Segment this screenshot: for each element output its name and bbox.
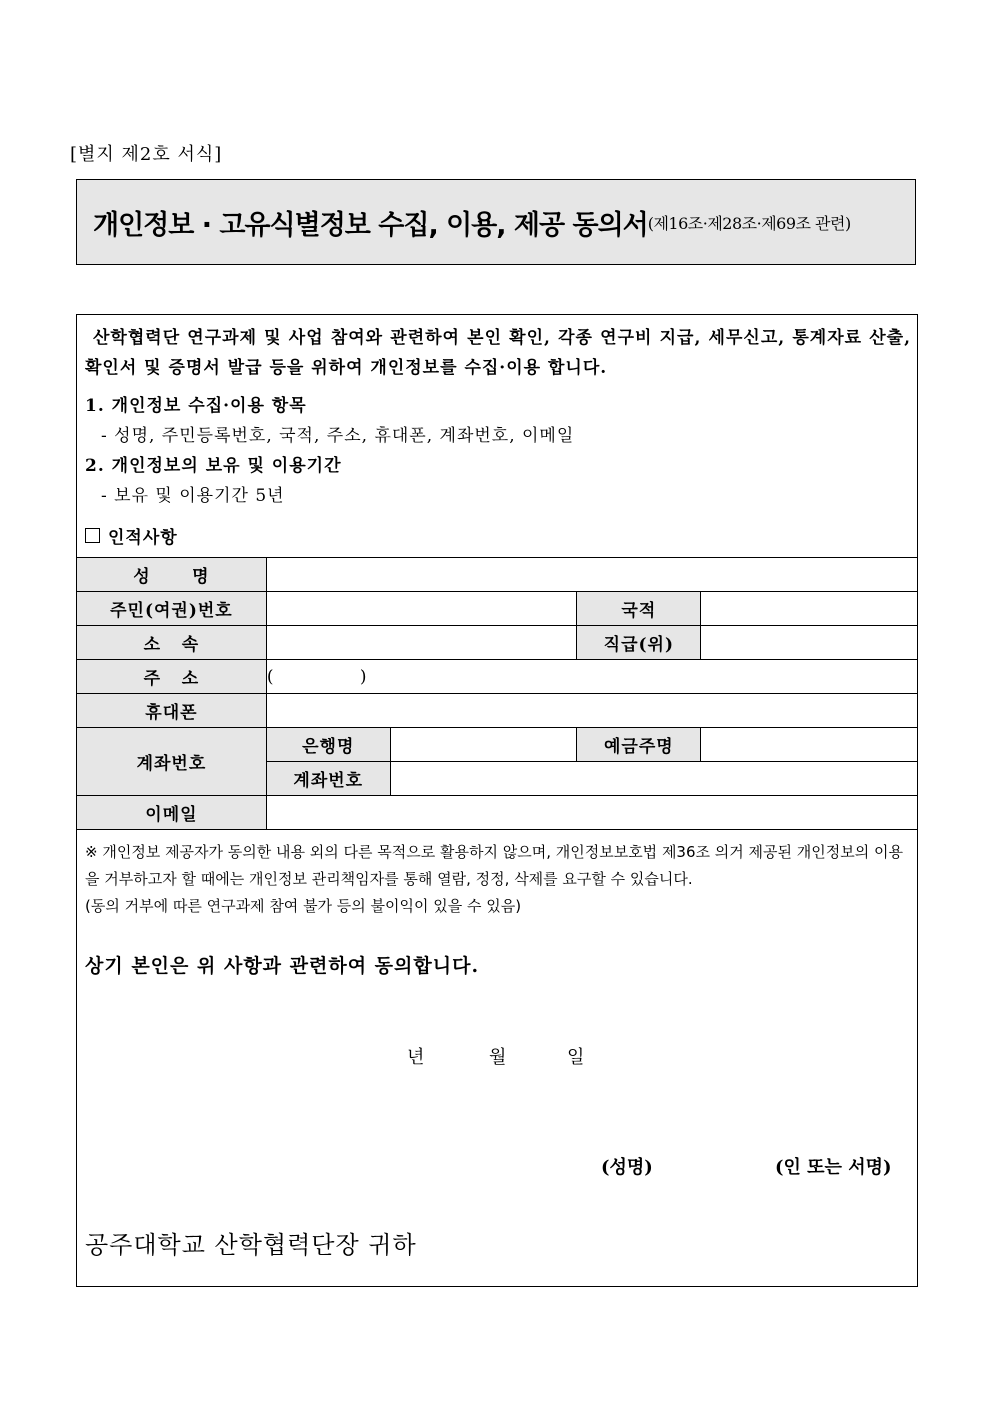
- affiliation-field[interactable]: [266, 626, 577, 660]
- form-number-label: [별지 제2호 서식]: [70, 144, 223, 165]
- personal-info-table: [76, 557, 918, 830]
- name-field[interactable]: [266, 558, 917, 592]
- account-number-field[interactable]: [390, 762, 917, 796]
- section-1-heading: 1. 개인정보 수집·이용 항목: [85, 396, 307, 416]
- table-row: [77, 660, 918, 694]
- mobile-label: 휴대폰: [77, 694, 267, 728]
- notice-note: (동의 거부에 따른 연구과제 참여 불가 등의 불이익이 있을 수 있음): [85, 897, 522, 915]
- table-row: [77, 558, 918, 592]
- addressee: 공주대학교 산학협력단장 귀하: [85, 1231, 417, 1259]
- section-2-item: - 보유 및 이용기간 5년: [101, 486, 285, 506]
- postal-code-parens: ( ): [266, 666, 367, 687]
- mobile-field[interactable]: [266, 694, 917, 728]
- account-holder-label: 예금주명: [577, 728, 701, 762]
- section-1-item: - 성명, 주민등록번호, 국적, 주소, 휴대폰, 계좌번호, 이메일: [101, 426, 575, 446]
- table-row: [77, 728, 918, 762]
- table-row: [77, 694, 918, 728]
- title-box: [76, 179, 916, 265]
- page-title: 개인정보 · 고유식별정보 수집, 이용, 제공 동의서: [93, 209, 648, 241]
- nationality-field[interactable]: [701, 592, 918, 626]
- email-field[interactable]: [266, 796, 917, 830]
- notice-block: [85, 839, 911, 920]
- page-subtitle: (제16조·제28조·제69조 관련): [647, 213, 851, 233]
- account-holder-field[interactable]: [701, 728, 918, 762]
- bank-name-field[interactable]: [390, 728, 577, 762]
- nationality-label: 국적: [577, 592, 701, 626]
- email-label: 이메일: [77, 796, 267, 830]
- intro-text: 산학협력단 연구과제 및 사업 참여와 관련하여 본인 확인, 각종 연구비 지급, 세무신고, 통계자료 산출, 확인서 및 증명서 발급 등을 위하여 개인정보를 수집·이용 합니다.: [85, 328, 911, 378]
- consent-form-body: [76, 314, 918, 1287]
- date-year-label: 년: [407, 1047, 425, 1068]
- date-month-label: 월: [489, 1047, 507, 1068]
- checkbox-icon[interactable]: [85, 528, 100, 543]
- table-row: [77, 626, 918, 660]
- name-label: 성 명: [77, 558, 267, 592]
- personal-info-label: 인적사항: [108, 528, 178, 548]
- signature-seal-label: (인 또는 서명): [775, 1157, 892, 1178]
- account-number-label: 계좌번호: [266, 762, 390, 796]
- affiliation-label: 소 속: [77, 626, 267, 660]
- position-field[interactable]: [701, 626, 918, 660]
- signature-name-label: (성명): [601, 1157, 653, 1178]
- address-field[interactable]: [266, 660, 917, 694]
- bank-name-label: 은행명: [266, 728, 390, 762]
- date-day-label: 일: [567, 1047, 585, 1068]
- personal-info-heading: [85, 523, 178, 548]
- account-label: 계좌번호: [77, 728, 267, 796]
- resident-number-label: 주민(여권)번호: [77, 592, 267, 626]
- resident-number-field[interactable]: [266, 592, 577, 626]
- table-row: [77, 796, 918, 830]
- table-row: [77, 592, 918, 626]
- section-2-heading: 2. 개인정보의 보유 및 이용기간: [85, 456, 342, 476]
- agreement-statement: 상기 본인은 위 사항과 관련하여 동의합니다.: [85, 955, 480, 977]
- notice-text: ※ 개인정보 제공자가 동의한 내용 외의 다른 목적으로 활용하지 않으며, 개인정보보호법 제36조 의거 제공된 개인정보의 이용을 거부하고자 할 때에는 개인정보 관리책임자를 통해 열람, 정정, 삭제를 요구할 수 있습니다.: [85, 843, 903, 888]
- address-label: 주 소: [77, 660, 267, 694]
- position-label: 직급(위): [577, 626, 701, 660]
